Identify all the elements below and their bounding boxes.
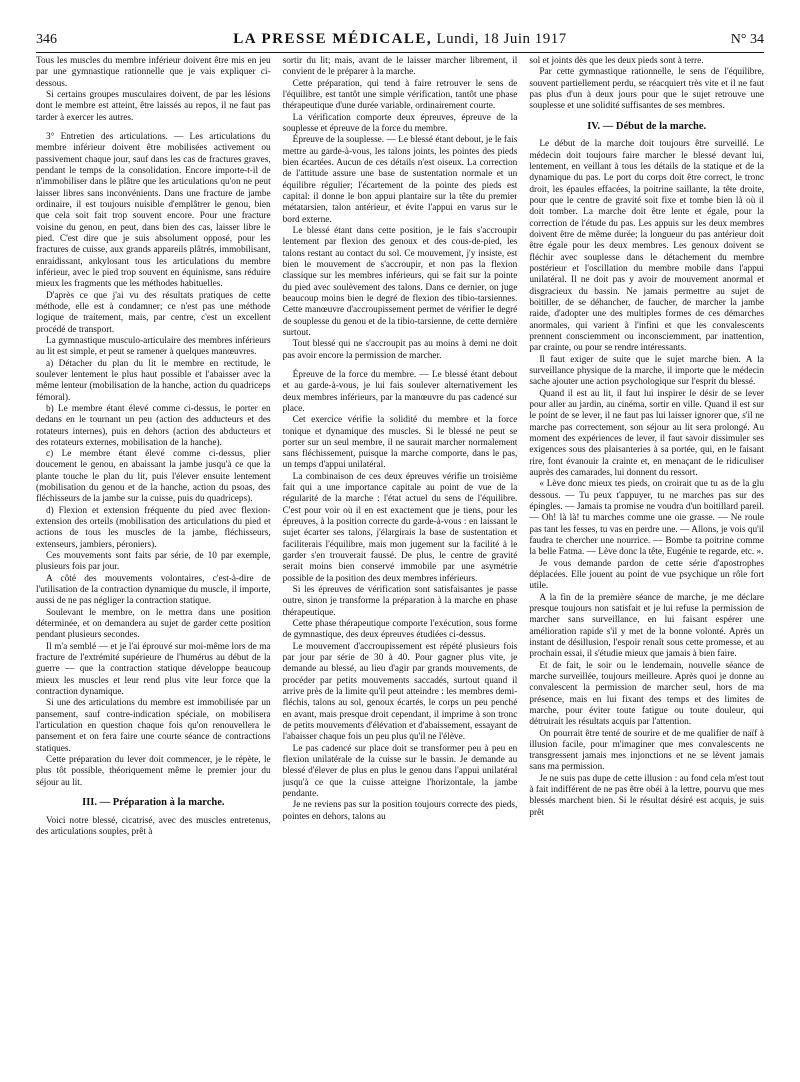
paragraph: Tout blessé qui ne s'accroupit pas au moins à demi ne doit pas avoir encore la permission de marcher. <box>282 339 518 361</box>
spacer <box>283 362 518 370</box>
paragraph: Le début de la marche doit toujours être surveillé. Le médecin doit toujours faire marcher le blessé devant lui, lentement, en veillant à tous les détails de la statique et de la dynamique du pas. Le port du corps doit être correct, le tronc droit, les épaules effacées, la poitrine saillante, la tête droite, pour que le centre de gravité soit fixe et tombe bien là où il doit tomber. La marche doit être lente et égale, pour la correction de l'étude du pas. Les appuis sur les deux membres doivent être de même durée; la longueur du pas antérieur doit être égale pour les deux membres. Les genoux doivent se fléchir avec souplesse dans le détachement du membre postérieur et l'oscillation du membre mobile dans l'appui unilatéral. Il ne doit pas y avoir de mouvement anormal et disgracieux du bassin. Ne jamais permettre au sujet de boitiller, de se déhancher, de faucher, de marcher la jambe raide, d'adopter une des multiples formes de ces démarches anormales, qui varient à l'infini et que les convalescents prennent consciemment ou inconsciemment, par inattention, par crainte, ou pour se rendre intéressants. <box>529 139 764 354</box>
paragraph: b) Le membre étant élevé comme ci-dessus, le porter en dedans en le tournant un peu (action des adducteurs et des rotateurs internes), puis en dehors (action des abducteurs et des rotateurs externes, mobilisation de la hanche). <box>36 403 271 448</box>
issue-date: Lundi, 18 Juin 1917 <box>436 31 567 47</box>
paragraph: Si les épreuves de vérification sont satisfaisantes je passe outre, sinon je transforme la préparation à la marche en phase thérapeutique. <box>282 585 518 618</box>
paragraph: La gymnastique musculo-articulaire des membres inférieurs au lit est simple, et peut se ramener à quelques manœuvres. <box>36 335 271 358</box>
journal-name: LA PRESSE MÉDICALE, <box>233 31 433 47</box>
paragraph: Voici notre blessé, cicatrisé, avec des muscles entretenus, des articulations souples, prêt à <box>36 815 271 838</box>
paragraph: La vérification comporte deux épreuves, épreuve de la souplesse et épreuve de la force du membre. <box>282 112 518 134</box>
paragraph: a) Détacher du plan du lit le membre en rectitude, le soulever lentement le plus haut possible et l'abaisser avec la même lenteur (mobilisation de la hanche, action du quadriceps fémoral). <box>36 358 271 403</box>
paragraph: A la fin de la première séance de marche, je me déclare presque toujours non satisfait et je lui refuse la permission de marcher sans surveillance, en lui faisant espérer une amélioration rapide s'il y met de la bonne volonté. Après un instant de désillusion, l'espoir renaît sous cette promesse, et au prochain essai, il s'étudie mieux que jamais à bien faire. <box>529 592 764 660</box>
page-header <box>36 18 764 53</box>
paragraph: Je ne suis pas dupe de cette illusion : au fond cela m'est tout à fait indifférent de ne pas être obéi à la lettre, pourvu que mes blessés marchent bien. Si le résultat désiré est acquis, je suis prêt <box>529 773 764 818</box>
paragraph: Si une des articulations du membre est immobilisée par un pansement, sauf contre-indication spéciale, on mobilisera l'articulation en question chaque fois qu'on renouvellera le pansement et on fera faire une courte séance de contractions statiques. <box>36 698 271 754</box>
paragraph: 3° Entretien des articulations. — Les articulations du membre inférieur doivent être mobilisées activement ou passivement chaque jour, sauf dans les cas de fractures graves, pendant le temps de la consolidation. Encore importe-t-il de n'immobiliser dans le plâtre que les articulations qu'on ne peut laisser libres sans inconvénients. Dans une fracture de jambe ordinaire, il est toujours nuisible d'emplâtrer le genou, bien que cela soit fait trop souvent encore. Pour une fracture voisine du genou, en peut, dans bien des cas, laisser libre le pied. C'est dire que je suis absolument opposé, pour les fractures de cuisse, aux grands appareils plâtrés, immobilisant, enraidissant, ankylosant tous les articulations du membre inférieur, avec le pied trop souvent en équinisme, sans réduire mieux les fragments que les méthodes habituelles. <box>36 131 271 290</box>
paragraph: Je vous demande pardon de cette série d'apostrophes déplacées. Elle jouent au point de vue psychique un rôle fort utile. <box>529 558 764 592</box>
paragraph: Ces mouvements sont faits par série, de 10 par exemple, plusieurs fois par jour. <box>36 551 271 573</box>
paragraph: Le pas cadencé sur place doit se transformer peu à peu en flexion unilatérale de la cuisse sur le bassin. Je demande au blessé d'élever de plus en plus le genou dans l'appui unilatéral jusqu'à ce que la cuisse atteigne l'horizontale, la jambe pendante. <box>282 743 518 799</box>
section-heading: IV. — Début de la marche. <box>587 120 707 132</box>
page-number: 346 <box>36 32 57 47</box>
paragraph: Cette préparation, qui tend à faire retrouver le sens de l'équilibre, est tantôt une simple vérification, tantôt une phase thérapeutique d'une durée variable, ordinairement courte. <box>282 78 518 112</box>
paragraph: sol et joints dès que les deux pieds sont à terre. <box>529 56 704 66</box>
paragraph: « Lève donc mieux tes pieds, on croirait que tu as de la glu dessous. — Tu peux t'appuyer, tu ne marches pas sur des épingles. — Jamais ta promise ne voudra d'un boitillard pareil. — Oh! là là! tu marches comme une oie grasse. — Ne roule pas tant les fesses, tu vas en perdre une. — Allons, je vois qu'il faudra te chercher une nourrice. — Bombe ta poitrine comme la belle Fatma. — Lève donc la tête, Eugénie te regarde, etc. ». <box>529 479 764 558</box>
paragraph: On pourrait être tenté de sourire et de me qualifier de naïf à illusion facile, pour m'imaginer que mes convalescents ne transgressent jamais mes injonctions et ne se lèvent jamais sans ma permission. <box>529 728 764 773</box>
paragraph: Le mouvement d'accroupissement est répété plusieurs fois par jour par série de 30 à 40. Pour gagner plus vite, je demande au blessé, au lieu d'agir par grands mouvements, de procéder par petits mouvements saccadés, surtout quand il arrive près de la limite qu'il peut atteindre : les membres demi-fléchis, talons au sol, genoux écartés, le corps un peu penché en avant, mais presque droit cependant, il imprime à son tronc de petits mouvements d'élévation et d'abaissement, essayant de l'abaisser chaque fois un peu plus qu'il ne l'élève. <box>282 641 518 743</box>
paragraph: Par cette gymnastique rationnelle, le sens de l'équilibre, souvent partiellement perdu, se réacquiert très vite et il ne faut pas plus d'un à deux jours pour que le sujet retrouve une souplesse et une solidité suffisantes de ses membres. <box>529 67 764 112</box>
paragraph: D'après ce que j'ai vu des résultats pratiques de cette méthode, elle est à condamner; ce n'est pas une méthode logique de traitement, mais, par centre, c'est un excellent procédé de transport. <box>36 290 271 335</box>
paragraph: Épreuve de la force du membre. — Le blessé étant debout et au garde-à-vous, je lui fais soulever alternativement les deux membres inférieurs, par la manœuvre du pas cadencé sur place. <box>282 369 518 414</box>
paragraph: Cet exercice vérifie la solidité du membre et la force tonique et dynamique des muscles. Si le blessé ne peut se porter sur un seul membre, il ne saurait marcher normalement sans fléchissement, puisque la marche comporte, dans le pas, un temps d'appui unilatéral. <box>282 415 518 471</box>
paragraph: Si certains groupes musculaires doivent, de par les lésions dont le membre est atteint, être laissés au repos, il ne faut pas tarder à exercer les autres. <box>36 89 271 123</box>
paragraph: Il faut exiger de suite que le sujet marche bien. A la surveillance physique de la marche, il importe que le médecin sache ajouter une action psychologique sur l'esprit du blessé. <box>529 354 764 388</box>
paragraph: Et de fait, le soir ou le lendemain, nouvelle séance de marche surveillée, toujours meilleure. Après quoi je donne au convalescent la permission de marcher seul, hors de ma présence, mais en lui fixant des temps et des limites de marche, pour éviter toute fatigue ou toute douleur, qui détruirait les résultats acquis par l'attention. <box>529 660 764 728</box>
issue-number: N° 34 <box>730 32 764 47</box>
paragraph: Cette préparation du lever doit commencer, je le répète, le plus tôt possible, théoriquement même le premier jour du séjour au lit. <box>36 755 271 788</box>
paragraph: Tous les muscles du membre inférieur doivent être mis en jeu par une gymnastique rationnelle que je vais expliquer ci-dessous. <box>36 56 271 89</box>
column-1 <box>36 56 271 1076</box>
paragraph: c) Le membre étant élevé comme ci-dessus, plier doucement le genou, en abaissant la jambe jusqu'à ce que la plante touche le plan du lit, puis l'élever ensuite lentement (mobilisation du genou et de la hanche, action du psoas, des fléchisseurs de la jambe sur la cuisse, puis du quadriceps). <box>36 449 271 505</box>
section-heading: III. — Préparation à la marche. <box>82 797 225 808</box>
paragraph: Le blessé étant dans cette position, je le fais s'accroupir lentement par flexion des genoux et des cous-de-pied, les talons restant au contact du sol. Ce mouvement, j'y insiste, est bien le mouvement de s'accroupir, et non pas la flexion classique sur les membres inférieurs, qui se fait sur la pointe du pied avec soulèvement des talons. Dans ce dernier, on juge beaucoup moins bien le degré de flexion des tibio-tarsiennes. Cette manœuvre d'accroupissement permet de vérifier le degré de souplesse du genou et de la tibio-tarsienne, de cette dernière surtout. <box>282 225 518 338</box>
column-2 <box>283 56 518 1076</box>
paragraph: Je ne reviens pas sur la position toujours correcte des pieds, pointes en dehors, talons au <box>282 800 518 822</box>
running-title <box>233 31 567 48</box>
paragraph: Soulevant le membre, on le mettra dans une position déterminée, et on demandera au sujet de garder cette position pendant plusieurs secondes. <box>36 607 271 641</box>
spacer <box>36 124 271 132</box>
paragraph: sortir du lit; mais, avant de le laisser marcher librement, il convient de le préparer à la marche. <box>282 56 518 78</box>
paragraph: d) Flexion et extension fréquente du pied avec flexion-extension des orteils (mobilisation des articulations du pied et actions de tous les muscles de la jambe, fléchisseurs, extenseurs, jambiers, péroniers). <box>36 505 271 550</box>
paragraph: Il m'a semblé — et je l'ai éprouvé sur moi-même lors de ma fracture de l'extrémité supérieure de l'humérus au début de la guerre — que la contraction statique développe beaucoup mieux les muscles et leur rend plus vite leur force que la contraction dynamique. <box>36 641 271 698</box>
article-body <box>36 56 764 1076</box>
column-3 <box>529 56 764 1076</box>
paragraph: Quand il est au lit, il faut lui inspirer le désir de se lever pour aller au jardin, au cinéma, sortir en ville. Quand il est sur le point de se lever, il ne faut pas lui laisser ignorer que, s'il ne marche pas correctement, son séjour au lit sera prolongé. Au moment des expériences de lever, il faut savoir dissimuler ses exigences sous des plaisanteries à sa portée, qui, en le faisant rire, font évanouir la crainte et, en menaçant de le ridiculiser auprès des camarades, lui donnent du ressort. <box>529 388 764 478</box>
paragraph: Épreuve de la souplesse. — Le blessé étant debout, je le fais mettre au garde-à-vous, les talons joints, les pointes des pieds bien écartées. Aucun de ces détails n'est oiseux. La correction de l'attitude assure une base de sustentation normale et un équilibre régulier; l'écartement de la pointe des pieds est capital: il donne le bon appui plantaire sur la tête du premier métatarsien, talon antérieur, et évite l'appui en varus sur le bord externe. <box>282 135 518 225</box>
paragraph: La combinaison de ces deux épreuves vérifie un troisième fait qui a une importance capitale au point de vue de la régularité de la marche : l'état actuel du sens de l'équilibre. C'est pour voir où il en est exactement que je tiens, pour les épreuves, à la position correcte du garde-à-vous : en laissant le sujet écarter ses talons, j'élargirais la base de sustentation et faciliterais l'équilibre, mais mon jugement sur la facilité à le garder s'en trouverait faussé. De plus, le centre de gravité serait moins bien conservé immobile par une asymétrie possible de la position des deux membres inférieurs. <box>282 471 518 584</box>
paragraph: Cette phase thérapeutique comporte l'exécution, sous forme de gymnastique, des deux épreuves étudiées ci-dessus. <box>282 619 518 641</box>
paragraph: A côté des mouvements volontaires, c'est-à-dire de l'utilisation de la contraction dynamique du muscle, il importe, aussi de ne pas négliger la contraction statique. <box>36 573 271 607</box>
